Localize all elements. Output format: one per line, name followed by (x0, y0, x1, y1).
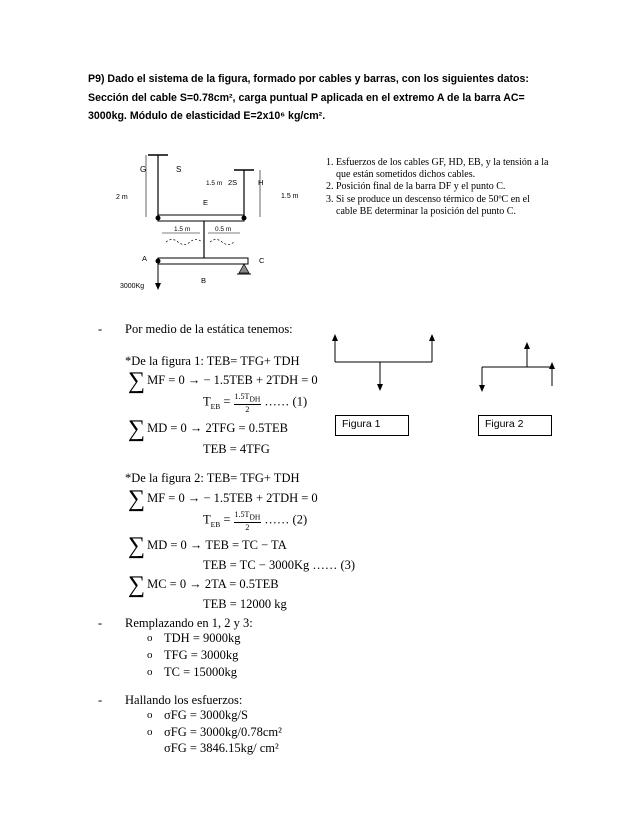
svg-text:H: H (258, 178, 264, 187)
svg-text:A: A (142, 254, 148, 263)
fig2-eq3b: TEB = 12000 kg (203, 597, 287, 611)
pin-a (156, 259, 161, 264)
statics-intro: Por medio de la estática tenemos: (125, 322, 293, 336)
svg-text:B: B (201, 276, 207, 285)
replace-intro: Remplazando en 1, 2 y 3: (125, 616, 253, 630)
label-s: S (176, 165, 182, 174)
questions-list (320, 157, 552, 218)
fig2-eq3: ∑ MC = 0 → 2TA = 0.5TEB (128, 572, 279, 598)
bar-fd (158, 215, 244, 221)
svg-text:E: E (203, 198, 209, 207)
result-tfg: TFG = 3000kg (164, 648, 239, 662)
fig2-header: *De la figura 2: TEB= TFG+ TDH (125, 471, 300, 485)
structure-figure (100, 145, 305, 295)
figure-1-label: Figura 1 (335, 415, 409, 436)
free-body-diagrams (325, 330, 555, 410)
fig2-eq2: ∑ MD = 0 → TEB = TC − TA (128, 533, 287, 559)
result-tc: TC = 15000kg (164, 665, 238, 679)
fig2-eq1: ∑ MF = 0 → − 1.5TEB + 2TDH = 0 (128, 486, 318, 512)
fig1-header: *De la figura 1: TEB= TFG+ TDH (125, 354, 300, 368)
pin-f (156, 216, 161, 221)
fig1-eq1: ∑ MF = 0 → − 1.5TEB + 2TDH = 0 (128, 368, 318, 394)
svg-text:2S: 2S (228, 178, 238, 187)
question-2: 2. Posición final de la barra DF y el punto C. (336, 181, 552, 193)
svg-text:0.5 m: 0.5 m (215, 226, 232, 233)
fig1-eq2: ∑ MD = 0 → 2TFG = 0.5TEB (128, 416, 288, 442)
stress-3: σFG = 3846.15kg/ cm² (164, 741, 279, 755)
question-3: 3. Si se produce un descenso térmico de 50ºC en el cable BE determinar la posición del punto C. (336, 194, 552, 218)
stress-intro: Hallando los esfuerzos: (125, 693, 243, 707)
bar-ac (158, 258, 248, 264)
svg-text:1.5 m: 1.5 m (174, 226, 191, 233)
label-g: G (140, 165, 147, 174)
svg-text:3000Kg: 3000Kg (120, 283, 145, 290)
stress-2: σFG = 3000kg/0.78cm² (164, 725, 282, 739)
svg-text:2 m: 2 m (116, 194, 128, 201)
support-c (239, 264, 249, 273)
problem-statement: P9) Dado el sistema de la figura, formado por cables y barras, con los siguientes datos: Sección del cable S=0.78cm², carga puntual P aplicada en el extremo A de la barra AC= 3000kg. Módulo de elasticidad E=2x10⁶ kg/cm². (88, 73, 529, 122)
result-tdh: TDH = 9000kg (164, 631, 241, 645)
stress-1: σFG = 3000kg/S (164, 708, 248, 722)
fig1-eq1b: $T_{EB}$ = $\frac{1.5T_{DH}}{2}$ …… (1) (203, 392, 308, 414)
fig2-eq2b: TEB = TC − 3000Kg …… (3) (203, 558, 356, 572)
fig2-eq1b: $T_{EB}$ = $\frac{1.5T_{DH}}{2}$ …… (2) (203, 510, 308, 532)
svg-text:1.5 m: 1.5 m (281, 193, 299, 200)
figure-2-label: Figura 2 (478, 415, 552, 436)
fig1-eq2b: TEB = 4TFG (203, 442, 270, 456)
svg-text:C: C (259, 256, 265, 265)
pin-d (242, 216, 247, 221)
svg-text:1.5 m: 1.5 m (206, 180, 223, 187)
question-1: 1. Esfuerzos de los cables GF, HD, EB, y la tensión a la que están sometidos dichos cables. (336, 157, 552, 181)
